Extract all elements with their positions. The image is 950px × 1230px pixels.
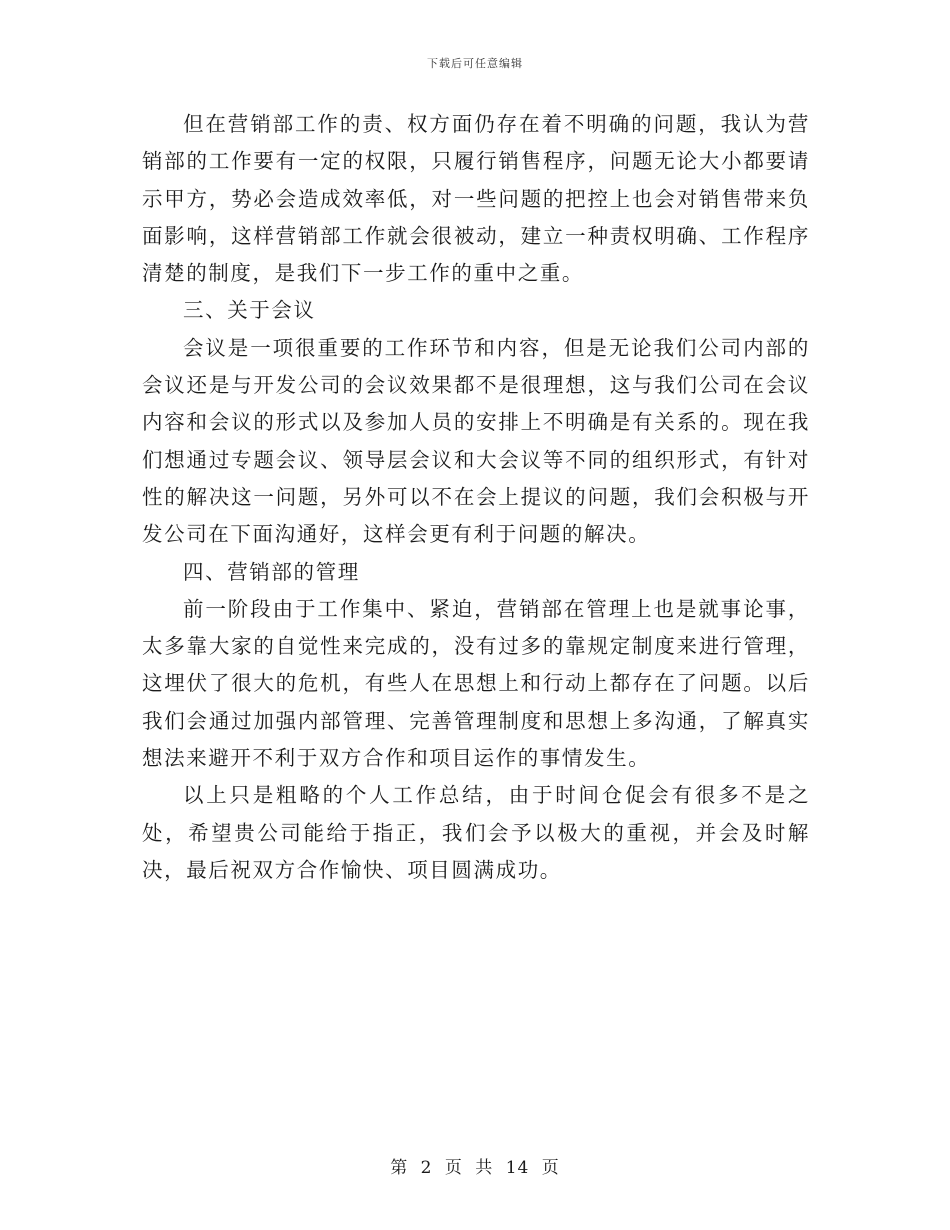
paragraph-conclusion: 以上只是粗略的个人工作总结，由于时间仓促会有很多不是之处，希望贵公司能给于指正，我们会予以极大的重视，并会及时解决，最后祝双方合作愉快、项目圆满成功。 xyxy=(142,783,810,882)
header-note: 下载后可任意编辑 xyxy=(427,57,523,70)
paragraph-management: 前一阶段由于工作集中、紧迫，营销部在管理上也是就事论事，太多靠大家的自觉性来完成的，没有过多的靠规定制度来进行管理，这埋伏了很大的危机，有些人在思想上和行动上都存在了问题。以后我们会通过加强内部管理、完善管理制度和思想上多沟通，了解真实想法来避开不利于双方合作和项目运作的事情发生。 xyxy=(142,596,810,771)
page-number: 第 2 页 共 14 页 xyxy=(390,1158,560,1178)
section-heading-meetings: 三、关于会议 xyxy=(183,298,316,323)
paragraph-meetings: 会议是一项很重要的工作环节和内容，但是无论我们公司内部的会议还是与开发公司的会议效果都不是很理想，这与我们公司在会议内容和会议的形式以及参加人员的安排上不明确是有关系的。现在我们想通过专题会议、领导层会议和大会议等不同的组织形式，有针对性的解决这一问题，另外可以不在会上提议的问题，我们会积极与开发公司在下面沟通好，这样会更有利于问题的解决。 xyxy=(142,335,810,547)
document-body xyxy=(142,106,810,889)
section-heading-management: 四、营销部的管理 xyxy=(183,559,360,584)
paragraph-responsibility: 但在营销部工作的责、权方面仍存在着不明确的问题，我认为营销部的工作要有一定的权限，只履行销售程序，问题无论大小都要请示甲方，势必会造成效率低，对一些问题的把控上也会对销售带来负面影响，这样营销部工作就会很被动，建立一种责权明确、工作程序清楚的制度，是我们下一步工作的重中之重。 xyxy=(142,112,810,286)
